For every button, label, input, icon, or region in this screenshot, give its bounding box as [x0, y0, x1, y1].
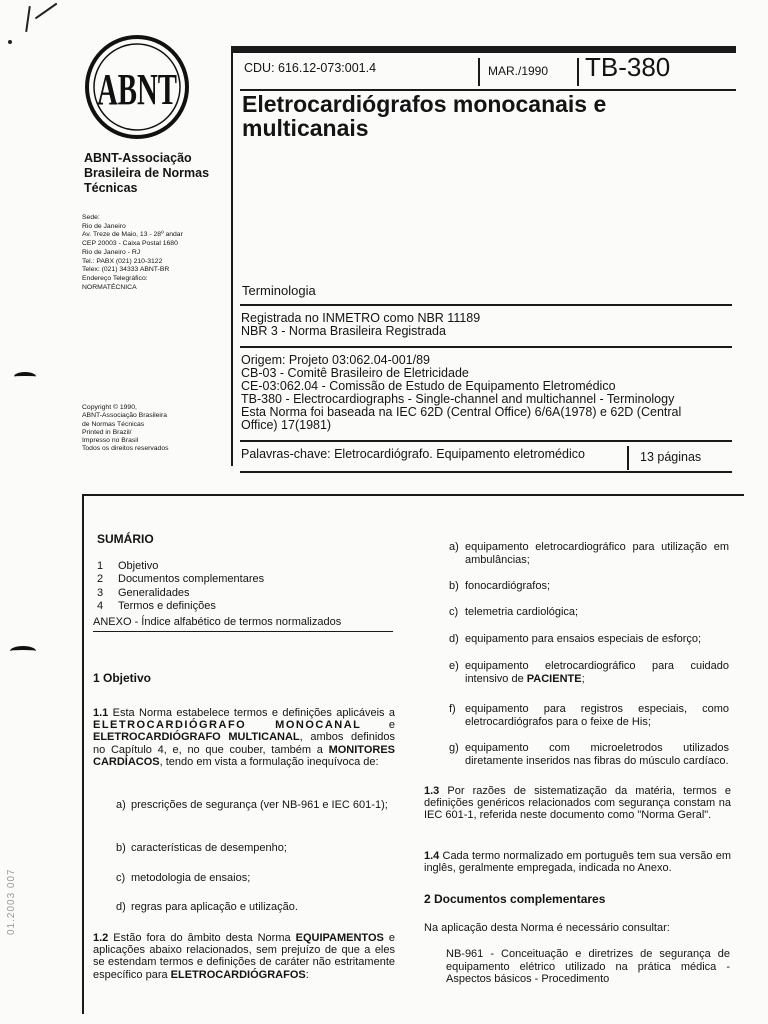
origin-line: Office) 17(1981)	[241, 418, 332, 432]
paragraph-1-4	[424, 850, 731, 874]
org-address	[82, 214, 232, 292]
para-number: 1.1	[93, 707, 109, 719]
list-letter: c)	[449, 606, 459, 618]
para-text: :	[305, 968, 309, 981]
list-letter: d)	[116, 901, 126, 913]
divider	[478, 58, 480, 86]
margin-stamp: 01.2003 007	[6, 868, 17, 935]
copyright-line: ABNT-Associação Brasileira	[82, 412, 167, 420]
sumario-item-number: 1	[97, 560, 104, 572]
paragraph-1-1	[93, 707, 395, 768]
list-text: fonocardiógrafos;	[465, 580, 550, 592]
list-text	[465, 660, 729, 685]
scan-mark	[35, 3, 57, 19]
origin	[241, 354, 721, 432]
term: ELETROCARDIÓGRAFOS	[170, 968, 306, 981]
divider	[577, 58, 579, 86]
sumario-item-label: Documentos complementares	[118, 573, 265, 585]
para-text: , ambos definidos no Capítulo 4, e, no que couber, também a	[93, 731, 396, 756]
para-text: e aplicações abaixo relacionados, sem prejuízo de que a eles se estendam termos e definições de caráter não estritamente específico para	[93, 932, 395, 981]
list-text: regras para aplicação e utilização.	[131, 901, 298, 913]
document-title: Eletrocardiógrafos monocanais e multicanais	[242, 91, 607, 141]
registration-line: NBR 3 - Norma Brasileira Registrada	[241, 324, 446, 338]
scan-mark	[10, 646, 36, 656]
list-letter: a)	[116, 799, 126, 811]
paragraph-1-3	[424, 785, 731, 822]
body-left-rule	[82, 494, 84, 1014]
registration	[241, 312, 721, 338]
address-line: Telex: (021) 34333 ABNT-BR	[82, 266, 170, 274]
para-number: 1.4	[424, 850, 440, 862]
reference-nb-961: NB-961 - Conceituação e diretrizes de segurança de equipamento elétrico utilizado na prática médica - Aspectos básicos - Procedimento	[446, 948, 730, 985]
page-count: 13 páginas	[640, 450, 702, 464]
para-text: Esta Norma estabelece termos e definições aplicáveis a	[108, 707, 395, 719]
sumario-item-number: 4	[97, 600, 104, 612]
registration-line: Registrada no INMETRO como NBR 11189	[241, 311, 481, 325]
list-letter: f)	[449, 703, 456, 715]
copyright	[82, 404, 222, 454]
origin-line: CB-03 - Comitê Brasileiro de Eletricidade	[241, 366, 469, 380]
list-letter: e)	[449, 660, 459, 672]
copyright-line: de Normas Técnicas	[82, 420, 145, 428]
copyright-line: Todos os direitos reservados	[82, 445, 169, 453]
keywords: Palavras-chave: Eletrocardiógrafo. Equipamento eletromédico	[241, 447, 585, 461]
list-letter: a)	[449, 541, 459, 553]
rule	[93, 631, 393, 632]
list-text: equipamento com microeletrodos utilizados diretamente inseridos nas fibras do músculo cardíaco.	[465, 742, 729, 767]
sumario-item-number: 3	[97, 587, 104, 599]
list-text-part: ;	[581, 672, 585, 685]
address-line: Tel.: PABX (021) 210-3122	[82, 257, 163, 265]
rule	[240, 440, 732, 442]
list-letter: c)	[116, 872, 126, 884]
rule	[240, 471, 732, 473]
term: MONITORES CARDÍACOS	[93, 743, 395, 768]
section-1-heading: 1 Objetivo	[93, 671, 152, 685]
term: PACIENTE	[526, 672, 582, 685]
list-text: equipamento para registros especiais, como eletrocardiógrafos para o feixe de His;	[465, 703, 729, 728]
rule	[240, 304, 732, 306]
sumario-item-number: 2	[97, 573, 104, 585]
list-text: telemetria cardiológica;	[465, 606, 579, 618]
address-line: Av. Treze de Maio, 13 - 28º andar	[82, 231, 183, 239]
document-code: TB-380	[585, 52, 671, 82]
origin-line: TB-380 - Electrocardiographs - Single-channel and multichannel - Terminology	[241, 392, 675, 406]
para-text: Por razões de sistematização da matéria, termos e definições genéricos relacionados com segurança constam na IEC 601-1, referida neste documento como "Norma Geral".	[424, 785, 731, 822]
para-number: 1.2	[93, 932, 109, 944]
list-text: metodologia de ensaios;	[131, 872, 251, 884]
term: ELETROCARDIÓGRAFO MONOCANAL	[93, 719, 362, 732]
list-text: equipamento para ensaios especiais de esforço;	[465, 633, 702, 645]
address-line: Rio de Janeiro - RJ	[82, 248, 141, 256]
sumario-anexo: ANEXO - Índice alfabético de termos normalizados	[93, 616, 342, 628]
logo-text: ABNT	[97, 65, 177, 114]
para-text: , tendo em vista a formulação inequívoca de:	[159, 755, 379, 768]
origin-line: Origem: Projeto 03:062.04-001/89	[241, 353, 431, 367]
para-number: 1.3	[424, 785, 440, 797]
list-letter: g)	[449, 742, 459, 754]
list-letter: d)	[449, 633, 459, 645]
para-text: e	[361, 719, 395, 732]
org-name: ABNT-Associação Brasileira de Normas Técnicas	[84, 151, 210, 195]
address-line: CEP 20003 - Caixa Postal 1680	[82, 240, 178, 248]
list-letter: b)	[449, 580, 459, 592]
term: EQUIPAMENTOS	[295, 932, 384, 944]
origin-line: Esta Norma foi baseada na IEC 62D (Central Office) 6/6A(1978) e 62D (Central	[241, 405, 682, 419]
sumario-item-label: Termos e definições	[118, 600, 216, 612]
sumario-item-label: Objetivo	[118, 560, 159, 572]
address-line: Sede:	[82, 214, 100, 221]
publication-date: MAR./1990	[488, 64, 549, 78]
para-text: Cada termo normalizado em português tem sua versão em inglês, geralmente empregada, indicada no Anexo.	[424, 850, 731, 875]
term: ELETROCARDIÓGRAFO MULTICANAL	[93, 731, 300, 744]
address-line: Endereço Telegráfico:	[82, 274, 148, 282]
list-text-part: equipamento eletrocardiográfico para cuidado intensivo de	[465, 660, 729, 685]
section-2-heading: 2 Documentos complementares	[424, 892, 606, 906]
sumario-title: SUMÁRIO	[97, 532, 154, 546]
rule	[240, 346, 732, 348]
divider	[627, 446, 629, 470]
sumario-item-label: Generalidades	[118, 587, 190, 599]
scan-mark	[25, 6, 31, 32]
list-text: prescrições de segurança (ver NB-961 e IEC 601-1);	[131, 799, 388, 811]
scan-mark	[8, 40, 12, 44]
paragraph-1-2	[93, 932, 395, 981]
list-text: equipamento eletrocardiográfico para utilização em ambulâncias;	[465, 541, 729, 566]
copyright-line: Printed in Brazil/	[82, 428, 132, 436]
para-text: Estão fora do âmbito desta Norma	[108, 932, 296, 944]
address-line: NORMATÉCNICA	[82, 283, 137, 291]
list-letter: b)	[116, 842, 126, 854]
copyright-line: Impresso no Brasil	[82, 437, 139, 445]
list-text: características de desempenho;	[131, 842, 287, 854]
copyright-line: Copyright © 1990,	[82, 404, 137, 411]
address-line: Rio de Janeiro	[82, 222, 126, 230]
origin-line: CE-03:062.04 - Comissão de Estudo de Equipamento Eletromédico	[241, 379, 616, 393]
header-left-rule	[231, 46, 233, 466]
paragraph-2-intro: Na aplicação desta Norma é necessário consultar:	[424, 922, 670, 934]
cdu-number: CDU: 616.12-073:001.4	[244, 61, 377, 75]
body-top-rule	[82, 494, 744, 496]
abnt-logo	[84, 34, 190, 140]
document-category: Terminologia	[242, 283, 316, 298]
scan-mark	[14, 372, 36, 381]
